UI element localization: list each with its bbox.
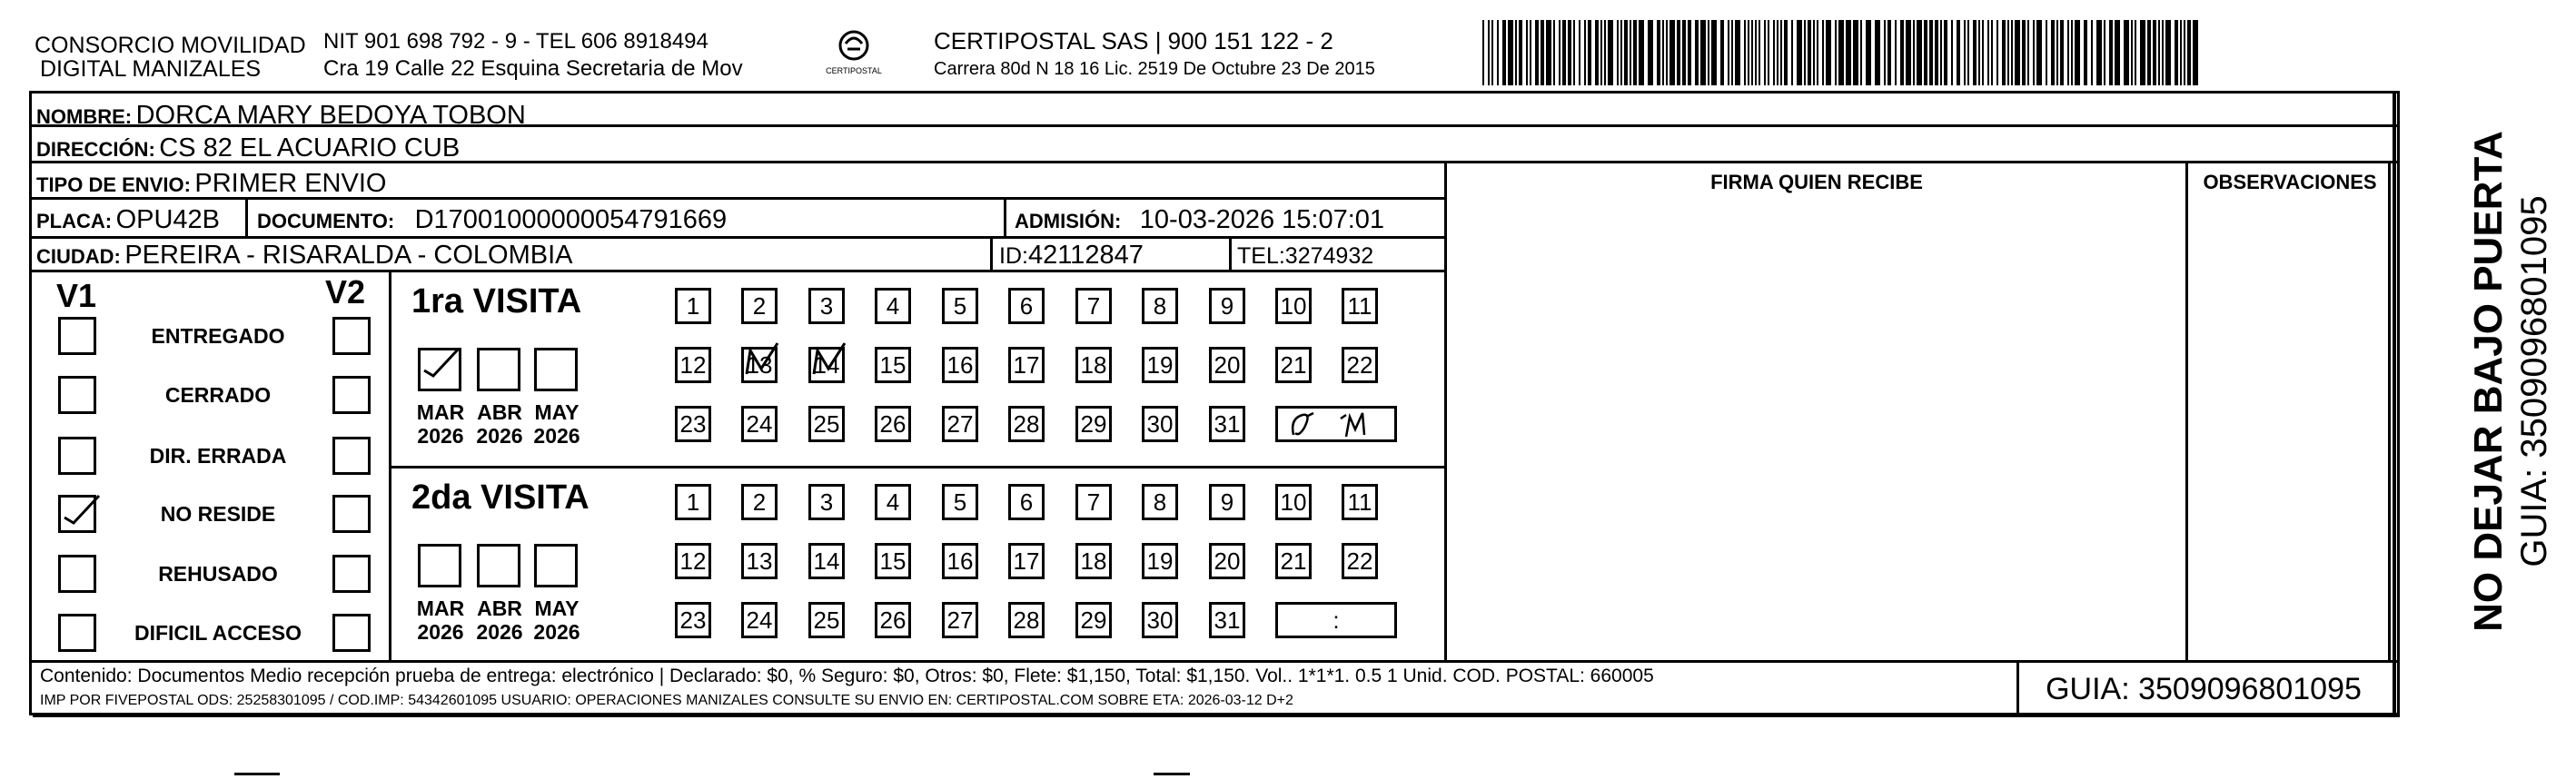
day-cell[interactable]: 18 bbox=[1075, 543, 1112, 579]
observations-area[interactable] bbox=[2191, 198, 2387, 657]
day-cell[interactable]: 27 bbox=[942, 406, 978, 442]
direccion-row bbox=[36, 135, 460, 162]
margin-mark bbox=[1154, 773, 1190, 775]
firma-header: FIRMA QUIEN RECIBE bbox=[1710, 171, 1923, 193]
day-cell[interactable]: 14 bbox=[808, 347, 845, 383]
status-v2-checkbox[interactable] bbox=[332, 317, 371, 355]
admision-value: 10-03-2026 15:07:01 bbox=[1139, 205, 1385, 234]
day-cell[interactable]: 26 bbox=[875, 406, 911, 442]
documento-row bbox=[257, 207, 727, 233]
month-name: MAY bbox=[534, 597, 580, 620]
day-cell[interactable]: 15 bbox=[875, 347, 911, 383]
day-cell[interactable]: 11 bbox=[1342, 288, 1378, 324]
day-cell[interactable]: 31 bbox=[1209, 602, 1245, 638]
tipo-envio-label: TIPO DE ENVIO: bbox=[36, 173, 191, 196]
day-cell[interactable]: 23 bbox=[675, 602, 711, 638]
status-v2-checkbox[interactable] bbox=[332, 437, 371, 475]
month-name: ABR bbox=[477, 597, 522, 620]
day-cell[interactable]: 28 bbox=[1008, 602, 1045, 638]
day-cell[interactable]: 19 bbox=[1142, 347, 1178, 383]
status-option-label: DIR. ERRADA bbox=[149, 444, 287, 468]
documento-label: DOCUMENTO: bbox=[257, 210, 395, 232]
day-cell[interactable]: 30 bbox=[1142, 406, 1178, 442]
day-cell[interactable]: 25 bbox=[808, 602, 845, 638]
day-cell[interactable]: 20 bbox=[1209, 543, 1245, 579]
day-cell[interactable]: 13 bbox=[741, 543, 778, 579]
status-v2-checkbox[interactable] bbox=[332, 376, 371, 414]
day-cell[interactable]: 27 bbox=[942, 602, 978, 638]
logo-caption: CERTIPOSTAL bbox=[826, 66, 882, 75]
company-name-line2: DIGITAL MANIZALES bbox=[40, 56, 262, 82]
month-name: ABR bbox=[477, 400, 522, 424]
signature-area[interactable] bbox=[1450, 198, 2184, 657]
id-value: 42112847 bbox=[1027, 241, 1144, 270]
status-option-label: CERRADO bbox=[164, 383, 272, 407]
footer-imp: IMP POR FIVEPOSTAL ODS: 25258301095 / COD.IMP: 54342601095 USUARIO: OPERACIONES MANIZALES CONSULTE SU ENVIO EN: CERTIPOSTAL.COM SOBRE ETA: 2026-03-12 D+2 bbox=[40, 693, 1293, 708]
month-year: 2026 bbox=[533, 424, 580, 449]
documento-value: D17001000000054791669 bbox=[414, 205, 728, 234]
day-cell[interactable]: 16 bbox=[942, 347, 978, 383]
tipo-envio-value: PRIMER ENVIO bbox=[194, 169, 387, 198]
visit-title: 1ra VISITA bbox=[411, 282, 582, 320]
day-cell[interactable]: 17 bbox=[1008, 347, 1045, 383]
status-option-label: ENTREGADO bbox=[151, 324, 285, 348]
id-label: ID: bbox=[999, 243, 1028, 269]
day-cell[interactable]: 7 bbox=[1075, 288, 1112, 324]
visit-month-label bbox=[470, 400, 530, 449]
day-cell[interactable]: 3 bbox=[808, 484, 845, 520]
status-option-label: REHUSADO bbox=[158, 562, 278, 586]
status-v1-checkbox[interactable] bbox=[58, 437, 96, 475]
day-cell[interactable]: 1 bbox=[675, 288, 711, 324]
day-cell[interactable]: 6 bbox=[1008, 288, 1045, 324]
ciudad-value: PEREIRA - RISARALDA - COLOMBIA bbox=[124, 241, 573, 270]
admision-row bbox=[1015, 207, 1384, 233]
company-name-line1: CONSORCIO MOVILIDAD bbox=[35, 33, 306, 58]
admision-label: ADMISIÓN: bbox=[1015, 210, 1122, 232]
tel-label: TEL: bbox=[1237, 243, 1285, 269]
day-cell[interactable]: 30 bbox=[1142, 602, 1178, 638]
status-v2-checkbox[interactable] bbox=[332, 555, 371, 593]
placa-row bbox=[36, 207, 220, 233]
day-cell[interactable]: 31 bbox=[1209, 406, 1245, 442]
visit-time-box[interactable]: : bbox=[1275, 602, 1397, 638]
day-cell[interactable]: 25 bbox=[808, 406, 845, 442]
visit-month-checkbox[interactable] bbox=[418, 544, 461, 587]
status-v2-checkbox[interactable] bbox=[332, 614, 371, 652]
visit-month-checkbox[interactable] bbox=[534, 348, 578, 391]
status-v1-checkbox[interactable] bbox=[58, 495, 96, 533]
day-cell[interactable]: 4 bbox=[875, 288, 911, 324]
month-year: 2026 bbox=[417, 424, 464, 449]
day-cell[interactable]: 29 bbox=[1075, 602, 1112, 638]
day-cell[interactable]: 10 bbox=[1275, 288, 1312, 324]
tel-row bbox=[1237, 245, 1373, 268]
day-cell[interactable]: 2 bbox=[741, 288, 778, 324]
status-v1-checkbox[interactable] bbox=[58, 555, 96, 593]
footer-contenido: Contenido: Documentos Medio recepción prueba de entrega: electrónico | Declarado: $0, % Seguro: $0, Otros: $0, Flete: $1,150, Total: $1,150. Vol.. 1*1*1. 0.5 1 Unid. COD. POSTAL: 660005 bbox=[40, 666, 1654, 686]
day-cell[interactable]: 26 bbox=[875, 602, 911, 638]
v1-label: V1 bbox=[56, 277, 97, 314]
observaciones-header: OBSERVACIONES bbox=[2203, 171, 2377, 193]
day-cell[interactable]: 10 bbox=[1275, 484, 1312, 520]
placa-value: OPU42B bbox=[115, 205, 221, 234]
tipo-envio-row bbox=[36, 171, 386, 197]
nombre-value: DORCA MARY BEDOYA TOBON bbox=[135, 101, 526, 130]
day-cell[interactable]: 7 bbox=[1075, 484, 1112, 520]
margin-mark bbox=[234, 773, 280, 775]
visit-month-label bbox=[527, 400, 587, 449]
day-cell[interactable]: 21 bbox=[1275, 543, 1312, 579]
day-cell[interactable]: 28 bbox=[1008, 406, 1045, 442]
day-cell[interactable]: 23 bbox=[675, 406, 711, 442]
visit-month-checkbox[interactable] bbox=[534, 544, 578, 587]
day-cell[interactable]: 29 bbox=[1075, 406, 1112, 442]
month-year: 2026 bbox=[533, 620, 580, 645]
visit-title: 2da VISITA bbox=[411, 478, 590, 517]
day-cell[interactable]: 2 bbox=[741, 484, 778, 520]
status-v1-checkbox[interactable] bbox=[58, 614, 96, 652]
visit-month-label bbox=[527, 597, 587, 645]
day-cell[interactable]: 1 bbox=[675, 484, 711, 520]
visit-month-label bbox=[411, 597, 471, 645]
day-cell[interactable]: 19 bbox=[1142, 543, 1178, 579]
direccion-label: DIRECCIÓN: bbox=[36, 138, 155, 161]
month-year: 2026 bbox=[476, 620, 523, 645]
day-cell[interactable]: 13 bbox=[741, 347, 778, 383]
day-cell[interactable]: 3 bbox=[808, 288, 845, 324]
id-row bbox=[999, 242, 1144, 269]
day-cell[interactable]: 22 bbox=[1342, 347, 1378, 383]
day-cell[interactable]: 21 bbox=[1275, 347, 1312, 383]
nombre-label: NOMBRE: bbox=[36, 105, 133, 128]
day-cell[interactable]: 11 bbox=[1342, 484, 1378, 520]
footer-guia: GUIA: 3509096801095 bbox=[2046, 672, 2362, 706]
v2-label: V2 bbox=[325, 273, 366, 311]
day-cell[interactable]: 24 bbox=[741, 406, 778, 442]
month-name: MAR bbox=[416, 597, 465, 620]
month-name: MAY bbox=[534, 400, 580, 424]
ciudad-row bbox=[36, 242, 572, 269]
day-cell[interactable]: 20 bbox=[1209, 347, 1245, 383]
ciudad-label: CIUDAD: bbox=[36, 245, 121, 268]
status-v1-checkbox[interactable] bbox=[58, 376, 96, 414]
company-address: Cra 19 Calle 22 Esquina Secretaria de Mov bbox=[323, 56, 743, 81]
certipostal-logo bbox=[822, 27, 886, 82]
day-cell[interactable]: 8 bbox=[1142, 484, 1178, 520]
day-cell[interactable]: 9 bbox=[1209, 484, 1245, 520]
visit-month-checkbox[interactable] bbox=[418, 348, 461, 391]
visit-month-label bbox=[470, 597, 530, 645]
day-cell[interactable]: 8 bbox=[1142, 288, 1178, 324]
day-cell[interactable]: 24 bbox=[741, 602, 778, 638]
placa-label: PLACA: bbox=[36, 210, 113, 232]
day-cell[interactable]: 4 bbox=[875, 484, 911, 520]
day-cell[interactable]: 14 bbox=[808, 543, 845, 579]
month-year: 2026 bbox=[417, 620, 464, 645]
month-name: MAR bbox=[416, 400, 465, 424]
day-cell[interactable]: 17 bbox=[1008, 543, 1045, 579]
day-cell[interactable]: 12 bbox=[675, 347, 711, 383]
barcode bbox=[1481, 20, 2207, 85]
nombre-row bbox=[36, 103, 526, 129]
month-year: 2026 bbox=[476, 424, 523, 449]
day-cell[interactable]: 6 bbox=[1008, 484, 1045, 520]
day-cell[interactable]: 9 bbox=[1209, 288, 1245, 324]
direccion-value: CS 82 EL ACUARIO CUB bbox=[159, 133, 461, 163]
frame-shadow-bottom bbox=[33, 714, 2400, 717]
day-cell[interactable]: 18 bbox=[1075, 347, 1112, 383]
certipostal-info: CERTIPOSTAL SAS | 900 151 122 - 2 bbox=[934, 27, 1333, 54]
day-cell[interactable]: 5 bbox=[942, 288, 978, 324]
visit-month-label bbox=[411, 400, 471, 449]
visit-month-checkbox[interactable] bbox=[477, 544, 520, 587]
day-cell[interactable]: 12 bbox=[675, 543, 711, 579]
day-cell[interactable]: 16 bbox=[942, 543, 978, 579]
visit-month-checkbox[interactable] bbox=[477, 348, 520, 391]
side-warning: NO DEJAR BAJO PUERTA bbox=[2466, 131, 2511, 632]
handwritten-time bbox=[1286, 409, 1386, 440]
tel-value: 3274932 bbox=[1284, 243, 1374, 269]
frame-shadow-right bbox=[2393, 91, 2396, 715]
side-guia: GUIA: 3509096801095 bbox=[2514, 195, 2554, 567]
day-cell[interactable]: 22 bbox=[1342, 543, 1378, 579]
company-nit: NIT 901 698 792 - 9 - TEL 606 8918494 bbox=[323, 29, 708, 54]
certipostal-address: Carrera 80d N 18 16 Lic. 2519 De Octubre 23 De 2015 bbox=[934, 59, 1375, 79]
status-v1-checkbox[interactable] bbox=[58, 317, 96, 355]
status-v2-checkbox[interactable] bbox=[332, 495, 371, 533]
day-cell[interactable]: 15 bbox=[875, 543, 911, 579]
status-option-label: DIFICIL ACCESO bbox=[134, 621, 302, 645]
status-option-label: NO RESIDE bbox=[160, 502, 276, 526]
day-cell[interactable]: 5 bbox=[942, 484, 978, 520]
